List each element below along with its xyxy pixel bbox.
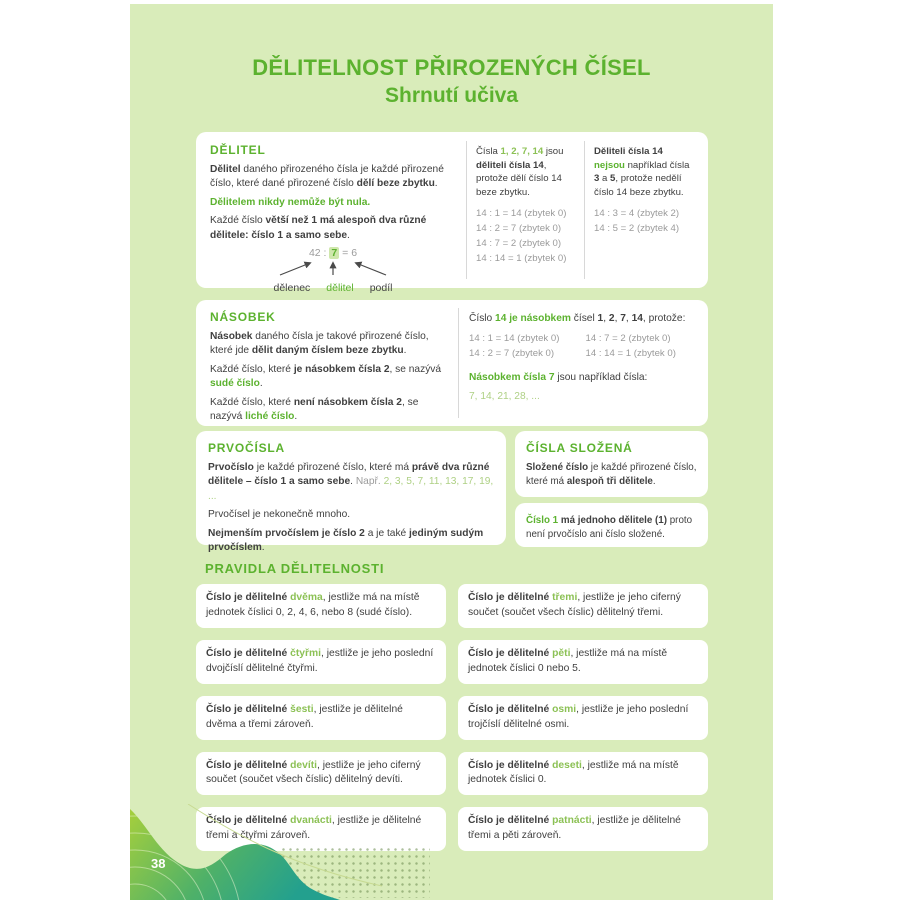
math-line: 14 : 7 = 2 (zbytek 0) <box>585 333 671 345</box>
delitel-heading: DĚLITEL <box>210 143 266 157</box>
math-line: 14 : 14 = 1 (zbytek 0) <box>476 253 567 265</box>
section-cislo1 <box>515 503 708 547</box>
page-number: 38 <box>151 856 166 871</box>
rule-card-tremi: Číslo je dělitelné třemi, jestliže je jeho ciferný součet (součet všech číslic) dělitelný třemi. <box>458 584 708 628</box>
nasobek-paragraph: Násobek daného čísla je takové přirozené číslo, které jde dělit daným číslem beze zbytku. <box>210 331 429 357</box>
label-dividend: dělenec <box>273 282 311 295</box>
diagram-arrows-icon <box>248 259 418 277</box>
nasobek-paragraph: Každé číslo, které je násobkem čísla 2, se nazývá sudé číslo. <box>210 363 442 390</box>
nasobek-paragraph: Každé číslo, které není násobkem čísla 2, se nazývá liché číslo. <box>210 396 419 423</box>
delitel-counterexample-column <box>584 141 708 279</box>
rule-card-dvanacti: Číslo je dělitelné dvanácti, jestliže je dělitelné třemi a čtyřmi zároveň. <box>196 807 446 851</box>
delitel-counterexample-math <box>594 207 696 237</box>
delitel-counterexample-text: Děliteli čísla 14 nejsou například čísla 3 a 5, protože nedělí číslo 14 beze zbytku. <box>594 146 690 198</box>
nasobek-heading: NÁSOBEK <box>210 310 276 324</box>
delitel-example-column <box>466 141 584 279</box>
rule-card-ctyrmi: Číslo je dělitelné čtyřmi, jestliže je jeho poslední dvojčíslí dělitelné čtyřmi. <box>196 640 446 684</box>
math-line: 14 : 14 = 1 (zbytek 0) <box>585 348 676 360</box>
page-title-line2: Shrnutí učiva <box>384 84 519 107</box>
math-line: 14 : 7 = 2 (zbytek 0) <box>476 238 562 250</box>
delitel-example-text: Čísla 1, 2, 7, 14 jsou děliteli čísla 14, protože dělí číslo 14 beze zbytku. <box>476 146 564 198</box>
section-slozena <box>515 431 708 497</box>
pravidla-heading: PRAVIDLA DĚLITELNOSTI <box>205 561 385 576</box>
slozena-paragraph: Složené číslo je každé přirozené číslo, které má alespoň tři dělitele. <box>526 462 697 487</box>
label-divisor: dělitel <box>326 282 354 295</box>
math-line: 14 : 3 = 4 (zbytek 2) <box>594 208 680 220</box>
page-title-line1: DĚLITELNOST PŘIROZENÝCH ČÍSEL <box>252 55 651 80</box>
math-line: 14 : 2 = 7 (zbytek 0) <box>476 223 562 235</box>
label-quotient: podíl <box>369 282 393 295</box>
rule-card-dvema: Číslo je dělitelné dvěma, jestliže má na místě jednotek číslici 0, 2, 4, 6, nebo 8 (sudé číslo). <box>196 584 446 628</box>
nasobek-example-column <box>458 308 708 418</box>
rule-card-deseti: Číslo je dělitelné deseti, jestliže má na místě jednotek číslici 0. <box>458 752 708 796</box>
nasobek-definition-column <box>196 308 458 423</box>
prvocisla-heading: PRVOČÍSLA <box>208 441 285 455</box>
delitel-example-math <box>476 207 575 266</box>
nasobek-multiples-list: 7, 14, 21, 28, ... <box>469 390 540 402</box>
prvocisla-paragraph: Prvočísel je nekonečně mnoho. <box>208 509 351 521</box>
math-line: 14 : 1 = 14 (zbytek 0) <box>469 333 560 345</box>
nasobek-example-text: Číslo 14 je násobkem čísel 1, 2, 7, 14, protože: <box>469 313 686 324</box>
slozena-heading: ČÍSLA SLOŽENÁ <box>526 441 633 455</box>
diagram-labels <box>210 282 456 294</box>
delitel-paragraph: Každé číslo větší než 1 má alespoň dva různé dělitele: číslo 1 a samo sebe. <box>210 215 427 241</box>
delitel-paragraph: Dělitel daného přirozeného čísla je každé přirozené číslo, které dané přirozené číslo dělí beze zbytku. <box>210 164 444 190</box>
divisor-diagram <box>210 247 456 294</box>
page-title <box>130 54 773 110</box>
nasobek-example-math <box>469 332 696 362</box>
diagram-equation: 42 : 7 = 6 <box>308 247 358 260</box>
nasobek-example-text: Násobkem čísla 7 jsou například čísla: <box>469 372 648 384</box>
rule-card-sesti: Číslo je dělitelné šesti, jestliže je dělitelné dvěma a třemi zároveň. <box>196 696 446 740</box>
delitel-note: Dělitelem nikdy nemůže být nula. <box>210 196 371 208</box>
rule-card-osmi: Číslo je dělitelné osmi, jestliže je jeho poslední trojčíslí dělitelné osmi. <box>458 696 708 740</box>
prvocisla-paragraph: Nejmenším prvočíslem je číslo 2 a je také jediným sudým prvočíslem. <box>208 527 484 554</box>
wave-decoration <box>130 804 475 900</box>
section-delitel <box>196 132 708 295</box>
prvocisla-paragraph: Prvočíslo je každé přirozené číslo, které má právě dva různé dělitele – číslo 1 a samo sebe. Např. 2, 3, 5, 7, 11, 13, 17, 19, ... <box>208 462 494 502</box>
delitel-definition-column <box>196 141 466 295</box>
math-line: 14 : 2 = 7 (zbytek 0) <box>469 348 555 360</box>
section-prvocisla <box>196 431 506 554</box>
cislo1-paragraph: Číslo 1 má jednoho dělitele (1) proto není prvočíslo ani číslo složené. <box>526 515 693 540</box>
rule-card-deviti: Číslo je dělitelné devíti, jestliže je jeho ciferný součet (součet všech číslic) dělitelný devíti. <box>196 752 446 796</box>
worksheet-page <box>130 4 773 900</box>
math-line: 14 : 5 = 2 (zbytek 4) <box>594 223 680 235</box>
math-line: 14 : 1 = 14 (zbytek 0) <box>476 208 567 220</box>
rule-card-patnacti: Číslo je dělitelné patnácti, jestliže je dělitelné třemi a pěti zároveň. <box>458 807 708 851</box>
section-nasobek <box>196 300 708 426</box>
rule-card-peti: Číslo je dělitelné pěti, jestliže má na místě jednotek číslici 0 nebo 5. <box>458 640 708 684</box>
